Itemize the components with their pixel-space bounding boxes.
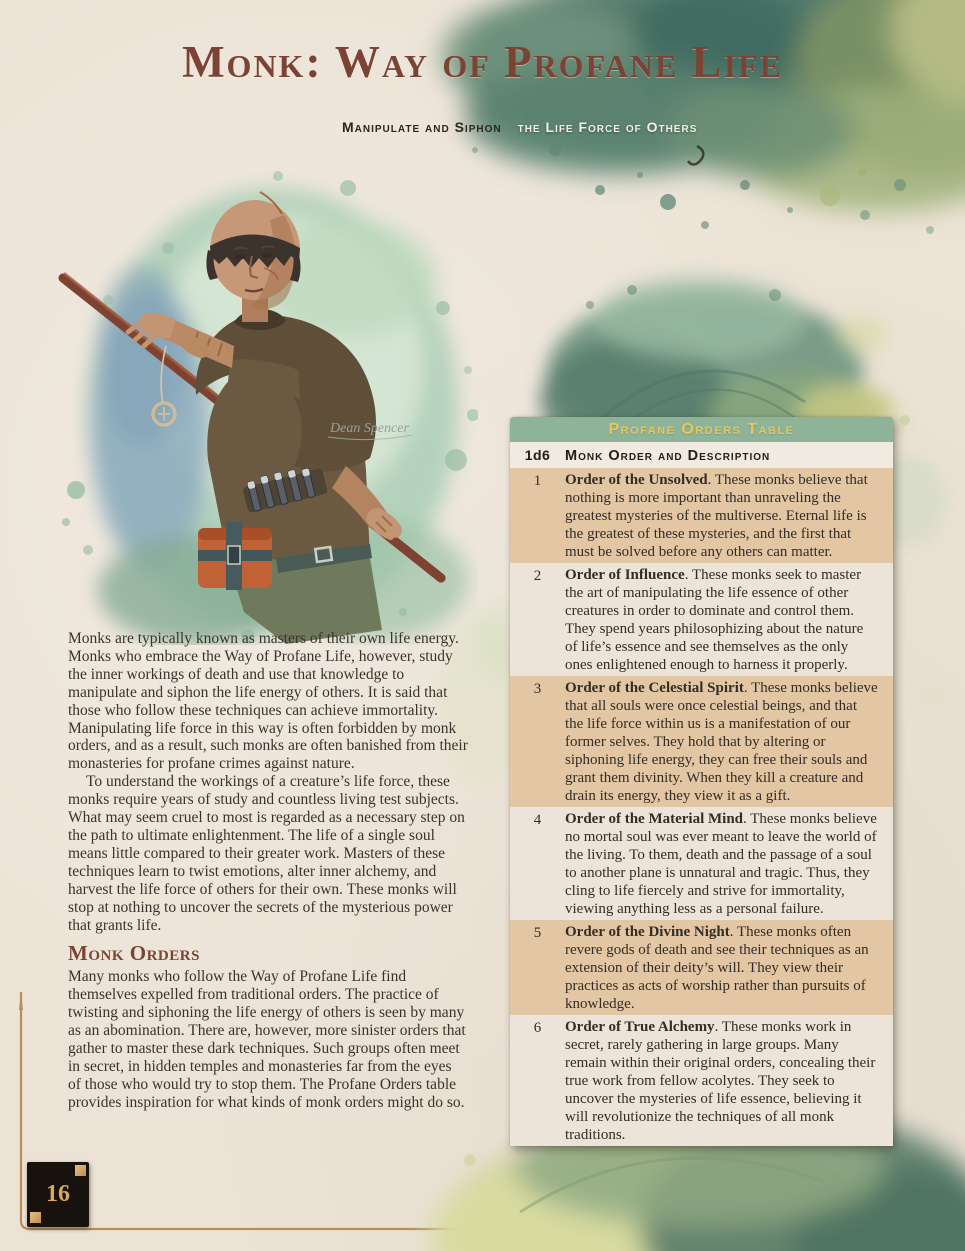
profane-orders-table	[510, 417, 893, 1146]
table-cell-description	[565, 923, 893, 1013]
order-description: . These monks believe that all souls were once celestial beings, and that the life force within us is a manifestation of our former selves. They hold that by altering or siphoning life energy, they can free their souls and grant them divinity. When they kill a creature and drain its energy, they view it as a gift.	[565, 680, 878, 804]
body-paragraph-2: To understand the workings of a creature’s life force, these monks require years of study and countless living test subjects. What may seem cruel to most is regarded as a necessary step on the path to ultimate enlightenment. The life of a single soul means little compared to their greater work. Masters of these techniques learn to twist emotions, alter inner alchemy, and harvest the life force of others for their own. These monks will stop at nothing to uncover the secrets of the mysterious power that grants life.	[68, 773, 465, 934]
order-name: Order of True Alchemy	[565, 1019, 715, 1035]
page-number: 16	[46, 1181, 70, 1207]
subtitle-left: Manipulate and Siphon	[342, 119, 502, 135]
order-name: Order of Influence	[565, 567, 685, 583]
table-cell-roll: 6	[533, 1020, 542, 1036]
table-cell-roll: 1	[533, 473, 542, 489]
frame-taper	[19, 992, 23, 1010]
artist-signature: Dean Spencer	[330, 421, 409, 436]
order-name: Order of the Unsolved	[565, 472, 708, 488]
table-cell-roll: 2	[533, 568, 542, 584]
badge-corner-square-top-right	[73, 1163, 88, 1178]
table-row	[510, 920, 893, 1015]
table-cell-description	[565, 471, 893, 561]
page-number-badge	[27, 1162, 89, 1227]
order-name: Order of the Material Mind	[565, 811, 744, 827]
table-cell-roll: 5	[533, 925, 542, 941]
table-cell-description	[565, 810, 893, 918]
bottom-spatter-dot	[464, 1154, 476, 1166]
body-paragraph-1: Monks are typically known as masters of their own life energy. Monks who embrace the Way of Profane Life, however, study the inner workings of death and use that knowledge to manipulate and siphon the life energy of others. It is said that those who follow these techniques can achieve immortality. Manipulating life force in this way is often forbidden by monk orders, and as a result, such monks are often banished from their monasteries for profane crimes against nature.	[68, 630, 468, 773]
top-right-watercolor-splash	[440, 0, 965, 212]
order-description: . These monks work in secret, rarely gathering in large groups. Many remain within their original orders, concealing their true work from fellow acolytes. They seek to uncover the mysteries of life essence, believing it will revolutionize the techniques of all monk traditions.	[565, 1019, 876, 1143]
order-description: . These monks seek to master the art of manipulating the life essence of other creatures in order to dominate and control them. They spend years philosophizing about the nature of life’s essence and see themselves as the only ones enlightened enough to harness it properly.	[565, 567, 864, 673]
monk-illustration	[48, 160, 478, 645]
table-row	[510, 807, 893, 920]
page-subtitle	[342, 119, 697, 135]
order-description: . These monks believe no mortal soul was ever meant to leave the world of the living. To them, death and the passage of a soul to another plane is unnatural and tragic. Thus, they cling to life fiercely and strive for immortality, viewing anything less as a personal failure.	[565, 811, 877, 917]
table-cell-description	[565, 566, 893, 674]
subtitle-right: the Life Force of Others	[517, 119, 698, 135]
body-paragraph-3: Many monks who follow the Way of Profane Life find themselves expelled from traditional orders. The practice of twisting and siphoning the life energy of others is seen by many as an abomination. There are, however, more sinister orders that gather to master these dark techniques. Such groups often meet in secret, in hidden temples and monasteries far from the eyes of those who would try to stop them. The Profane Orders table provides inspiration for what kinds of monk orders might do so.	[68, 968, 466, 1111]
badge-corner-square-bottom-left	[28, 1210, 43, 1225]
order-name: Order of the Divine Night	[565, 924, 730, 940]
page-title: Monk: Way of Profane Life	[182, 37, 783, 87]
satchel-pouch	[198, 522, 272, 590]
table-row	[510, 468, 893, 563]
table-cell-roll: 4	[533, 812, 542, 828]
table-row	[510, 676, 893, 807]
table-header-row	[510, 442, 893, 468]
table-cell-roll: 3	[533, 681, 542, 697]
section-heading-monk-orders: Monk Orders	[68, 941, 200, 966]
order-name: Order of the Celestial Spirit	[565, 680, 744, 696]
order-description: . These monks often revere gods of death and see their techniques as an extension of their deity’s will. They view their practices as acts of worship rather than pursuits of knowledge.	[565, 924, 869, 1012]
order-description: . These monks believe that nothing is more important than unraveling the greatest mysteries of the multiverse. Eternal life is the greatest of these mysteries, and the first that must be solved before any others can matter.	[565, 472, 868, 560]
body-column	[68, 630, 468, 1112]
table-cell-description	[565, 1018, 893, 1144]
column-header-roll: 1d6	[524, 447, 551, 463]
table-row	[510, 563, 893, 676]
column-header-description: Monk Order and Description	[565, 448, 771, 464]
table-cell-description	[565, 679, 893, 805]
table-row	[510, 1015, 893, 1146]
table-title: Profane Orders Table	[510, 417, 893, 442]
table-body	[510, 468, 893, 1146]
